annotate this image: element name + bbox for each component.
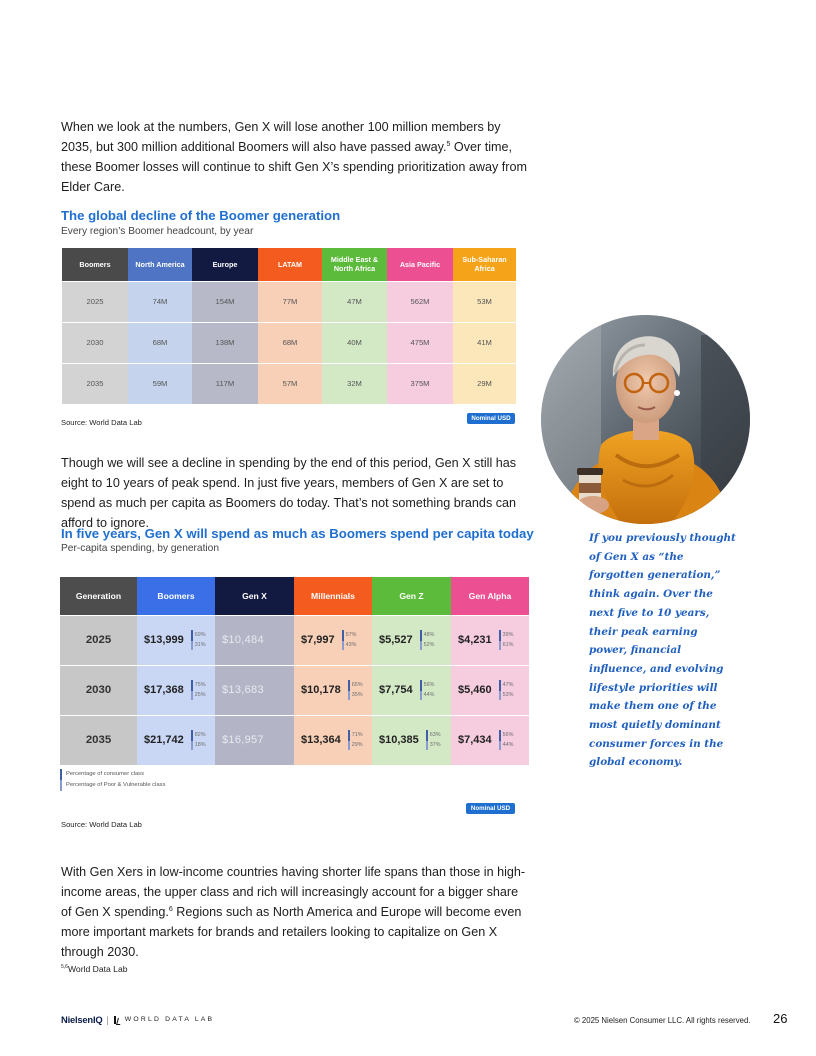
year-cell: 2025 (60, 615, 137, 665)
table2-source: Source: World Data Lab (61, 820, 142, 829)
class-split (426, 730, 441, 750)
col-header-europe: Europe (192, 248, 258, 281)
spend-amount: $21,742 (144, 734, 184, 747)
nielseniq-logo: NielsenIQ (61, 1014, 103, 1025)
class-split (420, 680, 435, 700)
col-header-boomers: Boomers (62, 248, 128, 281)
footnote (61, 964, 128, 974)
spend-cell (372, 615, 451, 665)
footnote-ref-6: 6 (168, 905, 173, 913)
per-capita-subtitle: Per-capita spending, by generation (61, 543, 220, 554)
table-header-row (62, 248, 516, 281)
poor-class-pct: 31% (194, 642, 206, 648)
col-header-millennials: Millennials (294, 577, 372, 615)
spend-amount: $4,231 (458, 634, 492, 646)
consumer-class-pct: 63% (429, 732, 441, 739)
table1-source: Source: World Data Lab (61, 418, 142, 427)
spend-cell (215, 615, 294, 665)
spend-amount: $10,385 (379, 734, 419, 747)
spend-cell (215, 665, 294, 715)
class-split (499, 730, 514, 750)
table-cell: 138M (192, 322, 258, 363)
table-cell: 74M (128, 281, 192, 322)
spend-amount: $17,368 (144, 684, 184, 696)
portrait-illustration (541, 315, 750, 524)
spend-amount: $7,997 (301, 634, 335, 646)
poor-class-pct: 61% (502, 642, 514, 648)
page-number: 26 (773, 1011, 788, 1026)
table-cell: 68M (258, 322, 322, 363)
intro-text-b: Over time, these Boomer losses will continue to shift Gen X’s spending prioritization away from Elder Care. (61, 140, 527, 194)
consumer-class-pct: 47% (502, 682, 514, 688)
spend-amount: $10,484 (222, 634, 264, 646)
class-split (191, 680, 206, 700)
poor-class-pct: 44% (502, 742, 514, 749)
spend-cell (451, 665, 529, 715)
spend-amount: $16,957 (222, 734, 264, 747)
class-split (499, 680, 514, 700)
class-split (348, 680, 363, 700)
spend-cell (372, 715, 451, 765)
footnote-text: World Data Lab (67, 964, 128, 974)
consumer-class-pct: 71% (351, 732, 363, 739)
col-header-gen-z: Gen Z (372, 577, 451, 615)
nominal-usd-badge: Nominal USD (467, 413, 515, 424)
col-header-gen-x: Gen X (215, 577, 294, 615)
nominal-usd-badge: Nominal USD (466, 803, 515, 814)
spend-amount: $7,434 (458, 734, 492, 747)
spend-amount: $5,460 (458, 684, 492, 696)
middle-paragraph: Though we will see a decline in spending by the end of this period, Gen X still has eight to 10 years of peak spend. In just five years, members of Gen X are set to spend as much per capita as Boomers do today. That’s not something brands can afford to ignore. (61, 456, 517, 530)
spend-cell (137, 615, 215, 665)
spend-amount: $13,364 (301, 734, 341, 747)
class-legend (60, 769, 260, 791)
col-header-boomers: Boomers (137, 577, 215, 615)
closing-text-b: Regions such as North America and Europe will become even more important markets for brands and retailers looking to capitalize on Gen X through 2030. (61, 905, 522, 959)
table-row (60, 615, 529, 665)
world-data-lab-icon (113, 1015, 121, 1024)
gen-x-woman-portrait (541, 315, 750, 524)
poor-class-pct: 37% (429, 742, 441, 749)
consumer-class-pct: 75% (194, 682, 206, 688)
table-row (60, 715, 529, 765)
intro-text-a: When we look at the numbers, Gen X will lose another 100 million members by 2035, but 300 million additional Boomers will also have passed away. (61, 120, 501, 154)
copyright-notice: © 2025 Nielsen Consumer LLC. All rights reserved. (574, 1016, 751, 1025)
spend-cell (137, 665, 215, 715)
spend-cell (451, 615, 529, 665)
world-data-lab-logo: WORLD DATA LAB (124, 1016, 215, 1023)
consumer-class-pct: 69% (194, 632, 206, 638)
table-cell: 57M (258, 363, 322, 404)
footer-logos (61, 1014, 214, 1025)
footnote-ref-5: 5 (446, 140, 451, 148)
logo-separator: | (106, 1014, 109, 1025)
poor-class-pct: 29% (351, 742, 363, 749)
table-cell: 32M (322, 363, 387, 404)
col-header-sub-saharan-africa: Sub-Saharan Africa (453, 248, 516, 281)
spend-cell (451, 715, 529, 765)
spend-amount: $5,527 (379, 634, 413, 646)
consumer-class-pct: 65% (351, 682, 363, 688)
table-cell: 68M (128, 322, 192, 363)
table-cell: 2025 (62, 281, 128, 322)
poor-class-pct: 53% (502, 692, 514, 698)
consumer-class-pct: 48% (423, 632, 435, 638)
year-cell: 2030 (60, 665, 137, 715)
col-header-gen-alpha: Gen Alpha (451, 577, 529, 615)
consumer-class-pct: 56% (502, 732, 514, 739)
col-header-north-america: North America (128, 248, 192, 281)
spend-cell (372, 665, 451, 715)
boomer-decline-title: The global decline of the Boomer generation (61, 208, 341, 223)
closing-paragraph (61, 862, 531, 962)
table-cell: 154M (192, 281, 258, 322)
spend-cell (294, 665, 372, 715)
poor-class-pct: 52% (423, 642, 435, 648)
class-split (348, 730, 363, 750)
per-capita-spending-table (60, 577, 529, 765)
consumer-class-pct: 82% (194, 732, 206, 739)
closing-text-a: With Gen Xers in low-income countries having shorter life spans than those in high-income areas, the upper class and rich will increasingly account for a bigger share of Gen X spending. (61, 865, 526, 919)
table-row (62, 281, 516, 322)
poor-class-pct: 35% (351, 692, 363, 698)
spend-amount: $7,754 (379, 684, 413, 696)
year-cell: 2035 (60, 715, 137, 765)
table-cell: 29M (453, 363, 516, 404)
consumer-class-pct: 56% (423, 682, 435, 688)
poor-class-pct: 18% (194, 742, 206, 749)
class-split (499, 630, 514, 650)
poor-class-pct: 44% (423, 692, 435, 698)
pull-quote: If you previously thought of Gen X as “the forgotten generation,” think again. Over the next five to 10 years, their peak earning power, financial influence, and evolving lifestyle priorities will make them one of the most quietly dominant consumer forces in the global economy. (589, 532, 736, 769)
table-row (60, 665, 529, 715)
class-split (191, 630, 206, 650)
table-cell: 77M (258, 281, 322, 322)
table-cell: 41M (453, 322, 516, 363)
table-cell: 40M (322, 322, 387, 363)
table-header-row (60, 577, 529, 615)
boomer-headcount-table (62, 248, 516, 404)
consumer-class-pct: 39% (502, 632, 514, 638)
table-cell: 53M (453, 281, 516, 322)
spend-amount: $13,683 (222, 684, 264, 696)
class-split (191, 730, 206, 750)
table-cell: 2030 (62, 322, 128, 363)
spend-amount: $13,999 (144, 634, 184, 646)
legend-poor-vulnerable-class: Percentage of Poor & Vulnerable class (60, 780, 260, 791)
table-cell: 562M (387, 281, 453, 322)
col-header-mena: Middle East & North Africa (322, 248, 387, 281)
spend-amount: $10,178 (301, 684, 341, 696)
table-cell: 117M (192, 363, 258, 404)
class-split (342, 630, 357, 650)
table-cell: 2035 (62, 363, 128, 404)
consumer-class-pct: 57% (345, 632, 357, 638)
col-header-generation: Generation (60, 577, 137, 615)
class-split (420, 630, 435, 650)
intro-paragraph (61, 117, 531, 197)
footnote-refs: 5,6 (61, 964, 68, 971)
table-cell: 375M (387, 363, 453, 404)
table-row (62, 322, 516, 363)
boomer-decline-subtitle: Every region’s Boomer headcount, by year (61, 226, 254, 237)
spend-cell (137, 715, 215, 765)
spend-cell (215, 715, 294, 765)
table-row (62, 363, 516, 404)
col-header-latam: LATAM (258, 248, 322, 281)
col-header-asia-pacific: Asia Pacific (387, 248, 453, 281)
spend-cell (294, 615, 372, 665)
legend-consumer-class: Percentage of consumer class (60, 769, 260, 780)
per-capita-title: In five years, Gen X will spend as much as Boomers spend per capita today (61, 526, 534, 541)
table-cell: 59M (128, 363, 192, 404)
poor-class-pct: 25% (194, 692, 206, 698)
table-cell: 475M (387, 322, 453, 363)
table-cell: 47M (322, 281, 387, 322)
poor-class-pct: 43% (345, 642, 357, 648)
spend-cell (294, 715, 372, 765)
